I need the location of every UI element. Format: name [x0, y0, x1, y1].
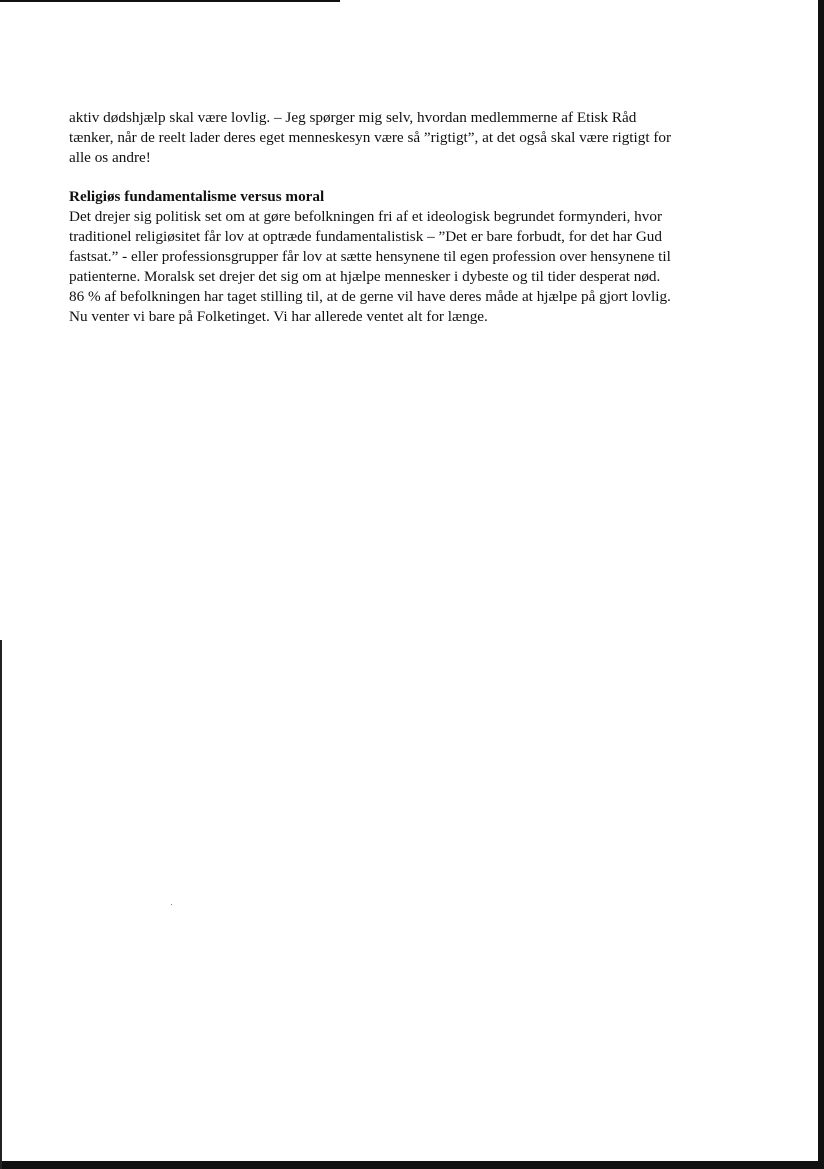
section-heading: Religiøs fundamentalisme versus moral [69, 188, 325, 205]
document-body [69, 108, 749, 327]
text-line: Nu venter vi bare på Folketinget. Vi har allerede ventet alt for længe. [69, 308, 488, 325]
text-line: fastsat.” - eller professionsgrupper får lov at sætte hensynene til egen profession over hensynene til [69, 248, 671, 265]
scan-border-right [818, 0, 824, 1169]
text-line: tænker, når de reelt lader deres eget menneskesyn være så ”rigtigt”, at det også skal være rigtigt for [69, 129, 672, 146]
scan-border-left [0, 640, 2, 1169]
text-line: Det drejer sig politisk set om at gøre befolkningen fri af et ideologisk begrundet formynderi, hvor [69, 208, 663, 225]
scan-border-top [0, 0, 340, 2]
text-line: aktiv dødshjælp skal være lovlig. – Jeg spørger mig selv, hvordan medlemmerne af Etisk Råd [69, 109, 637, 126]
paragraph-gap [69, 168, 749, 187]
section-paragraph [69, 187, 749, 327]
text-line: traditionel religiøsitet får lov at optræde fundamentalistisk – ”Det er bare forbudt, for det har Gud [69, 228, 662, 245]
text-line: alle os andre! [69, 149, 151, 166]
scan-border-bottom [0, 1161, 824, 1169]
text-line: 86 % af befolkningen har taget stilling til, at de gerne vil have deres måde at hjælpe på gjort lovlig. [69, 288, 671, 305]
text-line: patienterne. Moralsk set drejer det sig om at hjælpe mennesker i dybeste og til tider desperat nød. [69, 268, 661, 285]
intro-paragraph [69, 108, 749, 168]
scan-speck [171, 904, 172, 905]
